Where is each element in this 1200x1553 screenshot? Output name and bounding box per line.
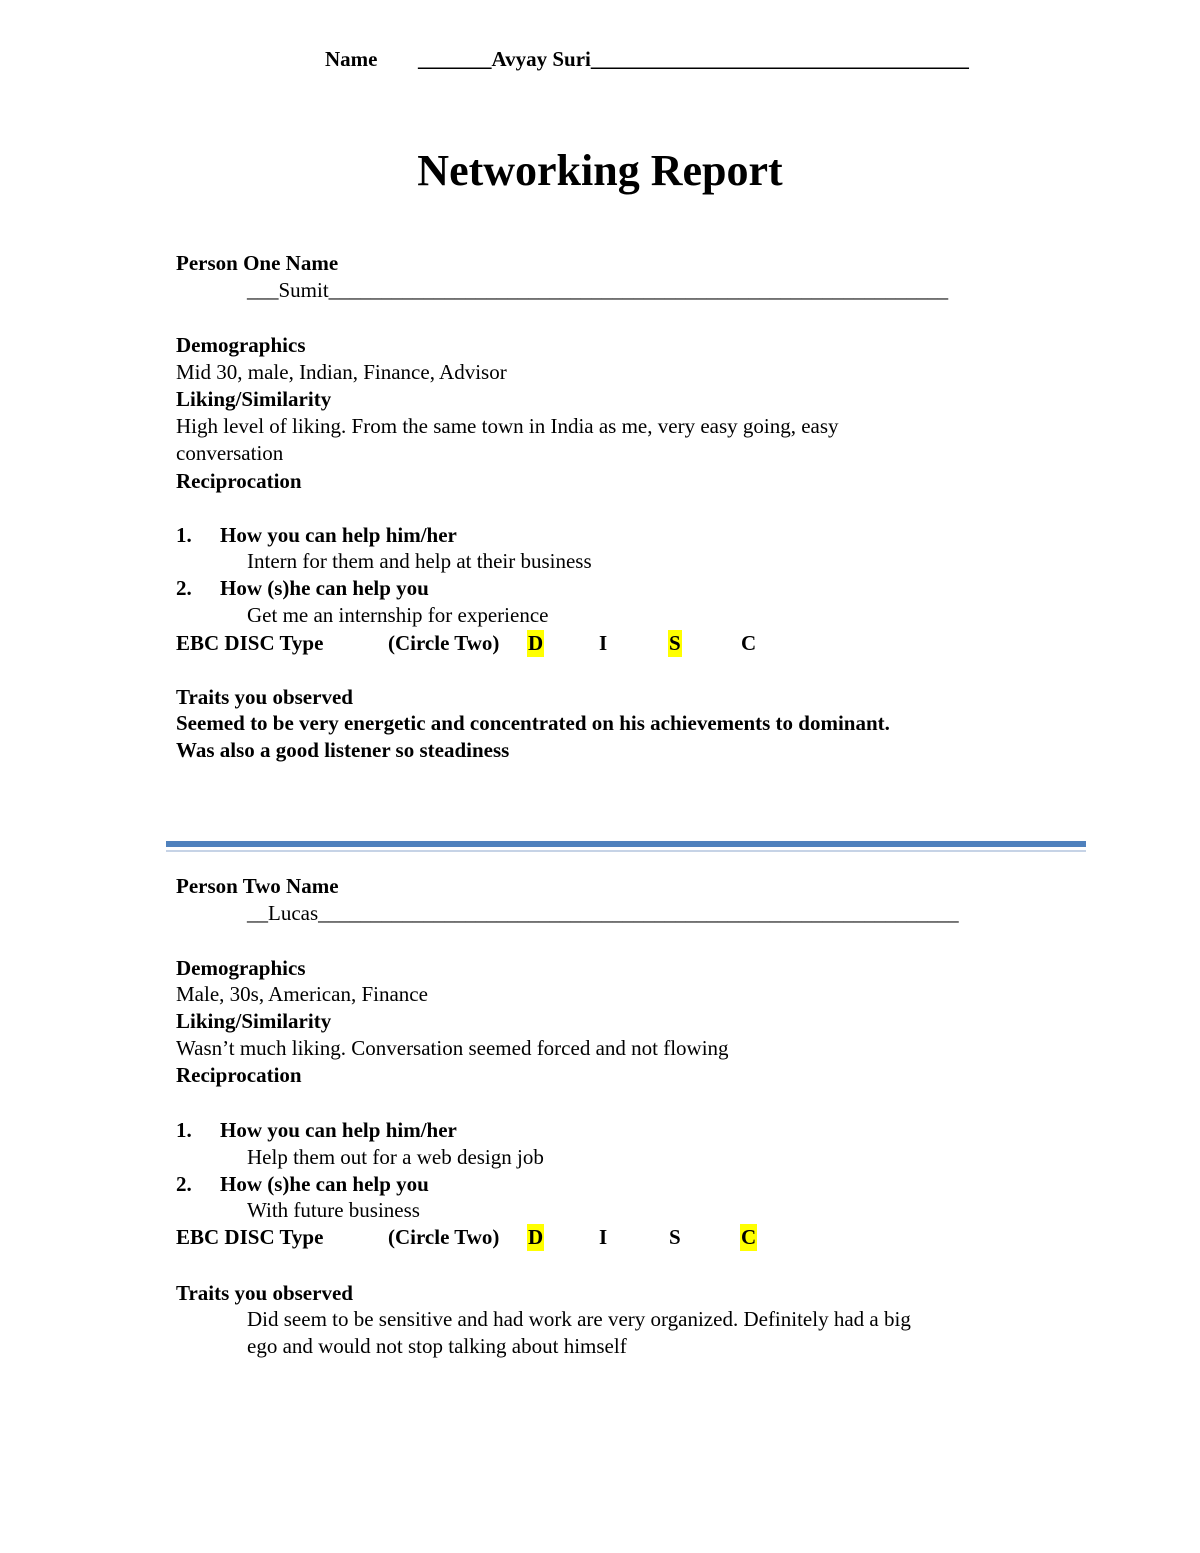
person-one-disc-label: EBC DISC Type xyxy=(176,631,324,655)
person-two-item1-number: 1. xyxy=(176,1118,192,1142)
person-one-disc-c: C xyxy=(741,631,757,655)
person-two-traits-line-2: ego and would not stop talking about himself xyxy=(247,1334,627,1358)
person-one-item1-value: Intern for them and help at their business xyxy=(247,549,592,573)
person-two-label: Person Two Name xyxy=(176,874,339,898)
person-one-label: Person One Name xyxy=(176,251,339,275)
person-two-disc-c: C xyxy=(741,1225,757,1249)
person-one-item2-label: How (s)he can help you xyxy=(220,576,429,600)
person-two-demographics-value: Male, 30s, American, Finance xyxy=(176,982,428,1006)
person-two-item2-label: How (s)he can help you xyxy=(220,1172,429,1196)
section-divider-shadow xyxy=(166,850,1086,852)
person-two-disc-s: S xyxy=(669,1225,681,1249)
person-two-disc-instruction: (Circle Two) xyxy=(388,1225,500,1249)
section-divider xyxy=(166,841,1086,847)
person-one-traits-line-2: Was also a good listener so steadiness xyxy=(176,738,510,762)
person-two-disc-label: EBC DISC Type xyxy=(176,1225,324,1249)
person-one-item2-value: Get me an internship for experience xyxy=(247,603,549,627)
person-one-disc-d: D xyxy=(528,631,544,655)
person-one-reciprocation-label: Reciprocation xyxy=(176,469,302,493)
person-one-name: ___Sumit___________________________________________________________ xyxy=(247,278,949,302)
page-title: Networking Report xyxy=(417,146,783,195)
person-two-disc-i: I xyxy=(599,1225,608,1249)
person-one-liking-label: Liking/Similarity xyxy=(176,387,332,411)
person-two-liking-label: Liking/Similarity xyxy=(176,1009,332,1033)
person-two-liking-value: Wasn’t much liking. Conversation seemed forced and not flowing xyxy=(176,1036,729,1060)
person-one-demographics-value: Mid 30, male, Indian, Finance, Advisor xyxy=(176,360,507,384)
person-one-disc-s: S xyxy=(669,631,681,655)
person-two-reciprocation-label: Reciprocation xyxy=(176,1063,302,1087)
person-two-item2-value: With future business xyxy=(247,1198,420,1222)
person-one-item1-number: 1. xyxy=(176,523,192,547)
person-two-name: __Lucas_____________________________________________________________ xyxy=(247,901,959,925)
person-two-item1-label: How you can help him/her xyxy=(220,1118,457,1142)
person-two-traits-line-1: Did seem to be sensitive and had work are very organized. Definitely had a big xyxy=(247,1307,911,1331)
person-one-demographics-label: Demographics xyxy=(176,333,306,357)
person-one-disc-instruction: (Circle Two) xyxy=(388,631,500,655)
person-two-disc-d: D xyxy=(528,1225,544,1249)
name-value: _______Avyay Suri____________________________________ xyxy=(418,47,969,71)
person-two-traits-label: Traits you observed xyxy=(176,1281,353,1305)
person-one-item1-label: How you can help him/her xyxy=(220,523,457,547)
person-one-traits-line-1: Seemed to be very energetic and concentrated on his achievements to dominant. xyxy=(176,711,890,735)
name-label: Name xyxy=(325,47,378,71)
person-one-liking-value-2: conversation xyxy=(176,441,284,465)
person-two-item1-value: Help them out for a web design job xyxy=(247,1145,544,1169)
person-one-disc-i: I xyxy=(599,631,608,655)
person-one-liking-value-1: High level of liking. From the same town in India as me, very easy going, easy xyxy=(176,414,839,438)
person-one-traits-label: Traits you observed xyxy=(176,685,353,709)
person-two-demographics-label: Demographics xyxy=(176,956,306,980)
person-two-item2-number: 2. xyxy=(176,1172,192,1196)
person-one-item2-number: 2. xyxy=(176,576,192,600)
